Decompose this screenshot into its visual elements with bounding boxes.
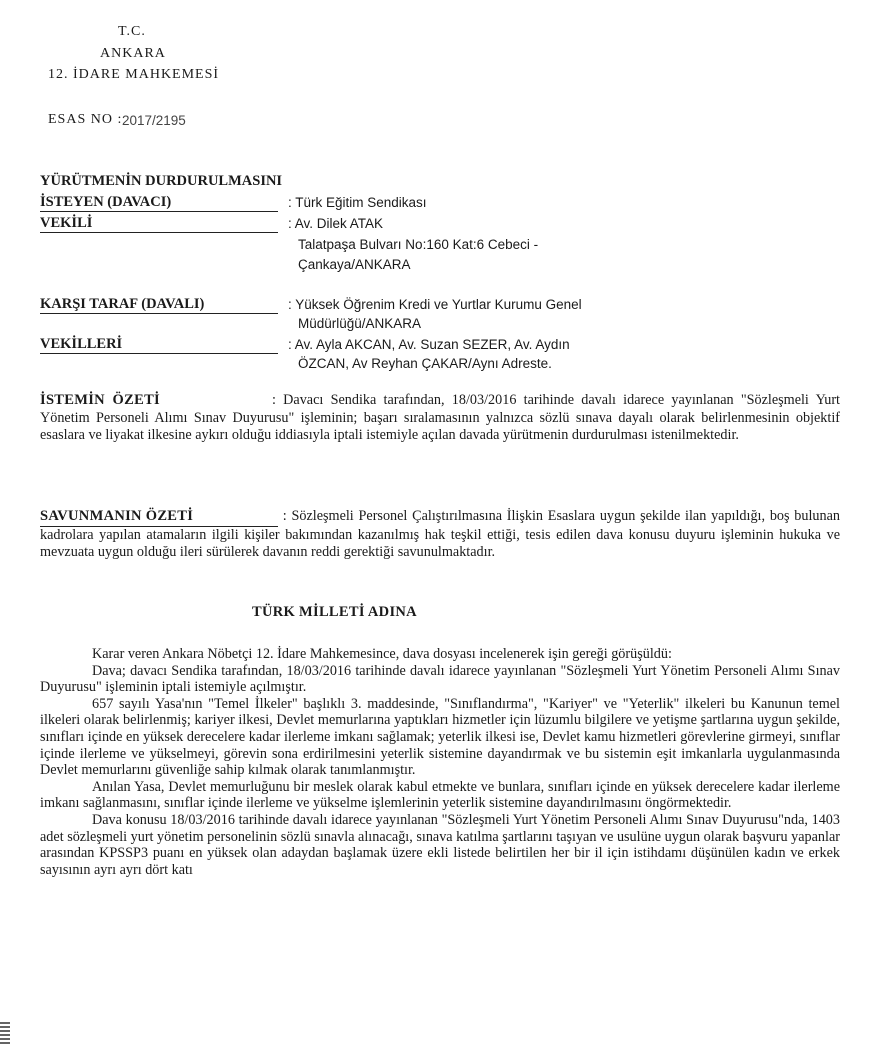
defense-summary [40,508,840,562]
decision-paragraph: 657 sayılı Yasa'nın "Temel İlkeler" başlıklı 3. maddesinde, "Sınıflandırma", "Kariyer" ve "Yeterlik" ilkeleri bu Kanunun temel ilkeleri olarak belirlenmiş; kariyer ilkesi, Devlet memurlarına yaptıkları hizmetler için lüzumlu bilgilere ve yetişme şartlarına uygun şekilde, sınıfları içinde en yüksek derecelere kadar ilerleme imkanı sağlamak; yeterlik ilkesi ise, Devlet kamu hizmetleri görevlerine girmeyi, sınıflar içinde ilerleme ve yükselmeyi, görevin sona erdirilmesini yeterlik sistemine dayandırmak ve bu sistemin eşit imkanlarla uygulanmasında Devlet memurlarını güvenliğe sahip kılmak olarak tanımlanmıştır. [40,695,840,779]
decision-paragraph: Karar veren Ankara Nöbetçi 12. İdare Mahkemesince, dava dosyası incelenerek işin gereği görüşüldü: [92,646,672,662]
defendant-counsel-label: VEKİLLERİ [40,336,278,354]
defendant-label: KARŞI TARAF (DAVALI) [40,296,278,314]
header-tc: T.C. [118,24,146,39]
defense-summary-label: SAVUNMANIN ÖZETİ [40,508,278,527]
header-city: ANKARA [100,46,166,61]
decision-paragraph: Dava; davacı Sendika tarafından, 18/03/2016 tarihinde davalı idarece yayınlanan "Sözleşmeli Yurt Yönetim Personeli Alımı Sınav Duyurusu" işleminin iptali istemiyle açılmıştır. [40,662,840,696]
counsel-address-line2: Çankaya/ANKARA [298,257,411,272]
defendant-value-line1: : Yüksek Öğrenim Kredi ve Yurtlar Kurumu Genel [288,297,582,312]
parties-title: YÜRÜTMENİN DURDURULMASINI [40,173,283,189]
request-summary [40,392,840,445]
esas-value: 2017/2195 [122,113,186,128]
plaintiff-label: İSTEYEN (DAVACI) [40,194,278,212]
request-summary-text: : Davacı Sendika tarafından, 18/03/2016 tarihinde davalı idarece yayınlanan "Sözleşmeli Yurt Yönetim Personeli Alımı Sınav Duyurusu" işleminin; başarı sıralamasının yalnızca sözlü sınava dayalı olarak belirlenmesinin objektif esaslara ve liyakat ilkesine aykırı olduğu iddiasıyla iptali istemiyle açılan davada yürütmenin durdurulması istenilmektedir. [40,392,841,443]
request-summary-label: İSTEMİN ÖZETİ [40,392,160,408]
esas-label: ESAS NO : [48,112,123,127]
defendant-value-line2: Müdürlüğü/ANKARA [298,316,422,331]
barcode-icon [0,1022,10,1044]
defense-summary-text: : Sözleşmeli Personel Çalıştırılmasına İlişkin Esaslara uygun şekilde ilan yapıldığı, boş bulunan kadrolara yapılan atamaların ilgili kişiler bakımından kazanılmış hak teşkil ettiği, tesis edilen dava konusu duyuru işleminin hukuka ve mevzuata uygun olduğu ileri sürülerek davanın reddi gerektiği savunulmaktadır. [40,508,841,560]
counsel-label: VEKİLİ [40,215,278,233]
counsel-address-line1: Talatpaşa Bulvarı No:160 Kat:6 Cebeci - [298,237,539,252]
decision-paragraph: Anılan Yasa, Devlet memurluğunu bir meslek olarak kabul etmekte ve bunlara, sınıfları içinde en yüksek derecelere kadar ilerleme imkanı sağlanmasını, sınıflar içinde ilerleme ve yükselme işlemlerinin yeterlik sistemine dayandırılmasını öngörmektedir. [40,778,840,812]
defendant-counsel-line1: : Av. Ayla AKCAN, Av. Suzan SEZER, Av. Aydın [288,337,570,352]
defendant-counsel-line2: ÖZCAN, Av Reyhan ÇAKAR/Aynı Adreste. [298,356,552,371]
decision-paragraph: Dava konusu 18/03/2016 tarihinde davalı idarece yayınlanan "Sözleşmeli Yurt Yönetim Personeli Alımı Sınav Duyurusu"nda, 1403 adet sözleşmeli yurt yönetim personelinin sözlü sınavla alınacağı, sınava katılma şartlarını taşıyan ve usulüne uygun olarak başvuru yapanlar arasından KPSSP3 puanı en yüksek olan adaydan başlamak üzere ekli listede belirtilen her bir il için istihdamı düşünülen kadın ve erkek sayısının ayrı ayrı dört katı [40,811,840,878]
decision-heading: TÜRK MİLLETİ ADINA [252,604,417,620]
plaintiff-value: : Türk Eğitim Sendikası [288,195,427,210]
header-court: 12. İDARE MAHKEMESİ [48,67,220,82]
counsel-value: : Av. Dilek ATAK [288,216,384,231]
decision-body [40,646,840,878]
